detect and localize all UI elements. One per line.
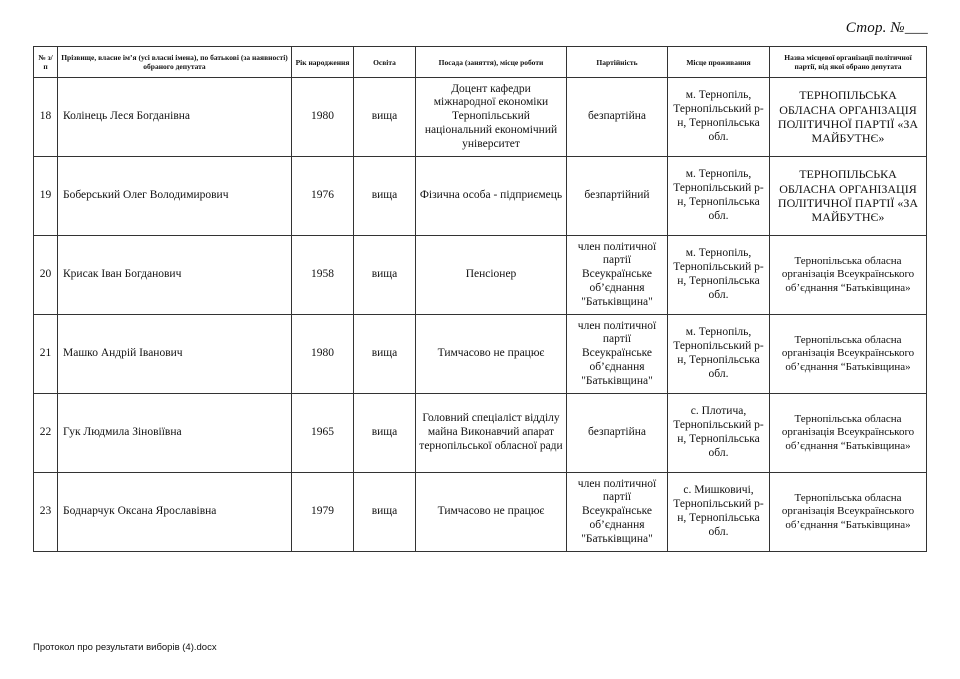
cell-education: вища bbox=[354, 78, 416, 157]
cell-num: 23 bbox=[34, 473, 58, 552]
cell-year: 1958 bbox=[292, 236, 354, 315]
cell-name: Машко Андрій Іванович bbox=[58, 315, 292, 394]
cell-num: 21 bbox=[34, 315, 58, 394]
cell-education: вища bbox=[354, 236, 416, 315]
table-row bbox=[34, 315, 927, 394]
cell-year: 1976 bbox=[292, 157, 354, 236]
cell-party: член політичної партії Всеукраїнське об’єднання "Батьківщина" bbox=[567, 473, 668, 552]
cell-party: безпартійна bbox=[567, 394, 668, 473]
header-residence: Місце проживання bbox=[668, 47, 770, 78]
cell-name: Гук Людмила Зіновіївна bbox=[58, 394, 292, 473]
cell-residence: м. Тернопіль, Тернопільський р-н, Тернопільська обл. bbox=[668, 236, 770, 315]
header-position: Посада (заняття), місце роботи bbox=[416, 47, 567, 78]
cell-position: Головний спеціаліст відділу майна Виконавчий апарат тернопільської обласної ради bbox=[416, 394, 567, 473]
cell-num: 20 bbox=[34, 236, 58, 315]
cell-party: безпартійна bbox=[567, 78, 668, 157]
cell-year: 1979 bbox=[292, 473, 354, 552]
cell-org: Тернопільська обласна організація Всеукраїнського об’єднання “Батьківщина» bbox=[770, 236, 927, 315]
header-education: Освіта bbox=[354, 47, 416, 78]
cell-residence: с. Мишковичі, Тернопільський р-н, Тернопільська обл. bbox=[668, 473, 770, 552]
header-party: Партійність bbox=[567, 47, 668, 78]
cell-name: Боднарчук Оксана Ярославівна bbox=[58, 473, 292, 552]
cell-residence: с. Плотича, Тернопільський р-н, Тернопільська обл. bbox=[668, 394, 770, 473]
cell-org: ТЕРНОПІЛЬСЬКА ОБЛАСНА ОРГАНІЗАЦІЯ ПОЛІТИЧНОЇ ПАРТІЇ «ЗА МАЙБУТНЄ» bbox=[770, 157, 927, 236]
header-name: Прізвище, власне ім’я (усі власні імена), по батькові (за наявності) обраного депутата bbox=[58, 47, 292, 78]
cell-name: Боберський Олег Володимирович bbox=[58, 157, 292, 236]
cell-num: 18 bbox=[34, 78, 58, 157]
cell-education: вища bbox=[354, 315, 416, 394]
cell-position: Пенсіонер bbox=[416, 236, 567, 315]
cell-year: 1980 bbox=[292, 315, 354, 394]
cell-residence: м. Тернопіль, Тернопільський р-н, Тернопільська обл. bbox=[668, 157, 770, 236]
cell-year: 1980 bbox=[292, 78, 354, 157]
cell-party: безпартійний bbox=[567, 157, 668, 236]
cell-position: Тимчасово не працює bbox=[416, 473, 567, 552]
table-row bbox=[34, 78, 927, 157]
table-row bbox=[34, 236, 927, 315]
cell-name: Крисак Іван Богданович bbox=[58, 236, 292, 315]
cell-name: Колінець Леся Богданівна bbox=[58, 78, 292, 157]
cell-party: член політичної партії Всеукраїнське об’єднання "Батьківщина" bbox=[567, 236, 668, 315]
table-row bbox=[34, 394, 927, 473]
cell-education: вища bbox=[354, 157, 416, 236]
footer-filename: Протокол про результати виборів (4).docx bbox=[33, 642, 217, 653]
cell-residence: м. Тернопіль, Тернопільський р-н, Тернопільська обл. bbox=[668, 315, 770, 394]
cell-org: ТЕРНОПІЛЬСЬКА ОБЛАСНА ОРГАНІЗАЦІЯ ПОЛІТИЧНОЇ ПАРТІЇ «ЗА МАЙБУТНЄ» bbox=[770, 78, 927, 157]
header-num: № з/п bbox=[34, 47, 58, 78]
cell-education: вища bbox=[354, 473, 416, 552]
cell-position: Фізична особа - підприємець bbox=[416, 157, 567, 236]
cell-year: 1965 bbox=[292, 394, 354, 473]
page-number-label: Стор. №___ bbox=[845, 20, 928, 36]
cell-residence: м. Тернопіль, Тернопільський р-н, Тернопільська обл. bbox=[668, 78, 770, 157]
cell-org: Тернопільська обласна організація Всеукраїнського об’єднання “Батьківщина» bbox=[770, 394, 927, 473]
header-year: Рік народження bbox=[292, 47, 354, 78]
table-row bbox=[34, 157, 927, 236]
cell-num: 22 bbox=[34, 394, 58, 473]
deputies-table bbox=[33, 46, 927, 552]
cell-num: 19 bbox=[34, 157, 58, 236]
cell-position: Тимчасово не працює bbox=[416, 315, 567, 394]
cell-position: Доцент кафедри міжнародної економіки Тернопільський національний економічний університет bbox=[416, 78, 567, 157]
header-org: Назва місцевої організації політичної партії, від якої обрано депутата bbox=[770, 47, 927, 78]
cell-org: Тернопільська обласна організація Всеукраїнського об’єднання “Батьківщина» bbox=[770, 315, 927, 394]
cell-party: член політичної партії Всеукраїнське об’єднання "Батьківщина" bbox=[567, 315, 668, 394]
cell-education: вища bbox=[354, 394, 416, 473]
cell-org: Тернопільська обласна організація Всеукраїнського об’єднання “Батьківщина» bbox=[770, 473, 927, 552]
table-header-row bbox=[34, 47, 927, 78]
table-row bbox=[34, 473, 927, 552]
